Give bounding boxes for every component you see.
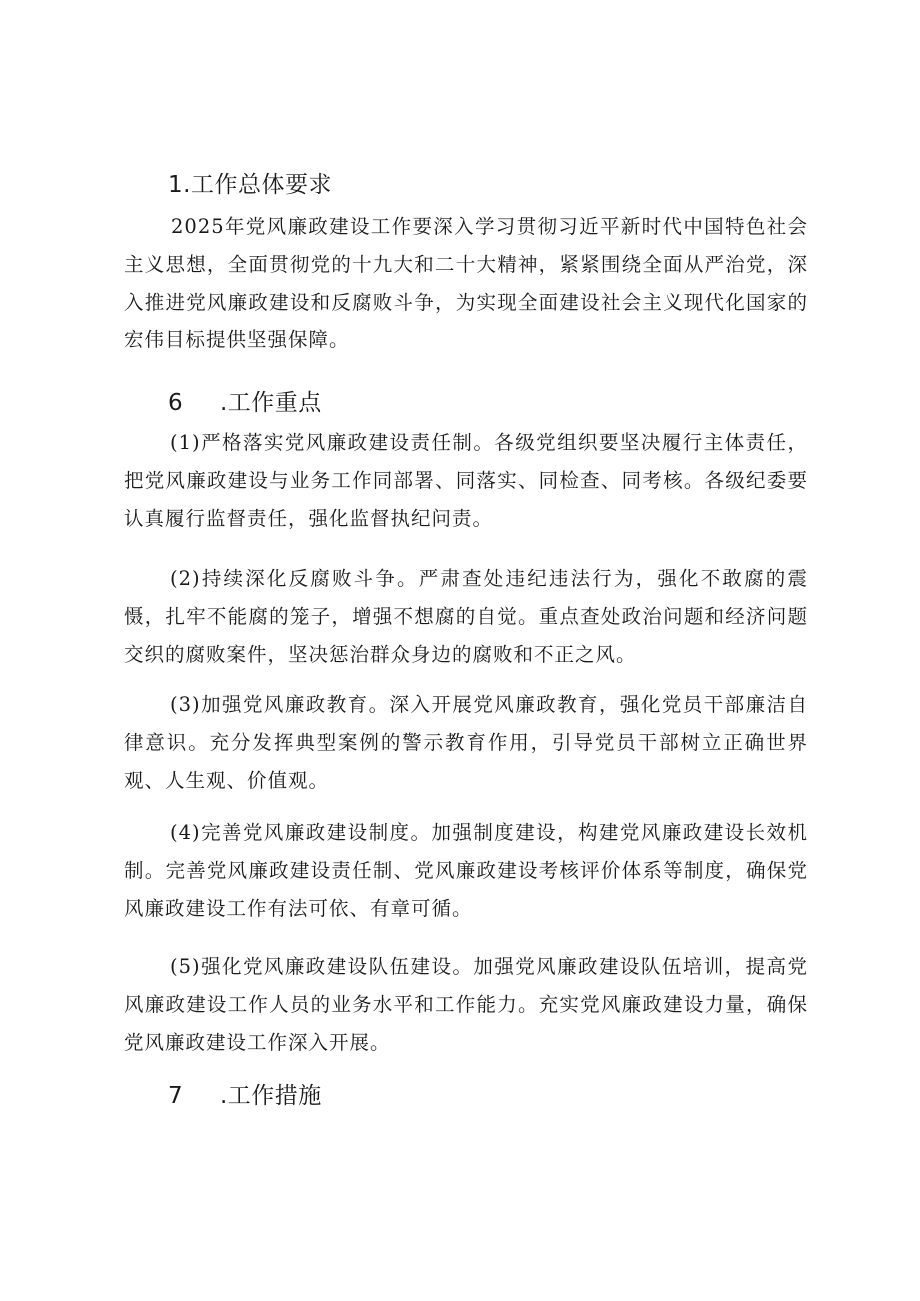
item-text: 强化党风廉政建设队伍建设。加强党风廉政建设队伍培训，提高党风廉政建设工作人员的业务水平和工作能力。充实党风廉政建设力量，确保党风廉政建设工作深入开展。 (124, 955, 808, 1054)
item-text: 持续深化反腐败斗争。严肃查处违纪违法行为，强化不敢腐的震慑，扎牢不能腐的笼子，增强不想腐的自觉。重点查处政治问题和经济问题交织的腐败案件，坚决惩治群众身边的腐败和不正之风。 (124, 567, 808, 666)
paragraph-overall-requirements: 2025年党风廉政建设工作要深入学习贯彻习近平新时代中国特色社会主义思想，全面贯彻党的十九大和二十大精神，紧紧围绕全面从严治党，深入推进党风廉政建设和反腐败斗争，为实现全面建设社会主义现代化国家的宏伟目标提供坚强保障。 (124, 215, 808, 352)
item-number: (4) (170, 821, 201, 844)
section-heading-3 (168, 1081, 322, 1111)
section-number: 7 (168, 1083, 184, 1109)
item-number: (5) (170, 955, 201, 978)
section-number: 6 (168, 390, 184, 416)
list-item-4 (124, 814, 808, 927)
section-heading-2 (168, 388, 322, 418)
list-item-3 (124, 686, 808, 799)
list-item-5 (124, 948, 808, 1061)
item-text: 严格落实党风廉政建设责任制。各级党组织要坚决履行主体责任，把党风廉政建设与业务工作同部署、同落实、同检查、同考核。各级纪委要认真履行监督责任，强化监督执纪问责。 (124, 431, 808, 530)
section-title: 工作总体要求 (190, 172, 332, 198)
list-item-2 (124, 560, 808, 673)
list-item-1 (124, 424, 808, 537)
item-text: 完善党风廉政建设制度。加强制度建设，构建党风廉政建设长效机制。完善党风廉政建设责任制、党风廉政建设考核评价体系等制度，确保党风廉政建设工作有法可依、有章可循。 (124, 821, 808, 920)
section-title: .工作措施 (220, 1083, 322, 1109)
section-title: .工作重点 (220, 390, 322, 416)
item-text: 加强党风廉政教育。深入开展党风廉政教育，强化党员干部廉洁自律意识。充分发挥典型案例的警示教育作用，引导党员干部树立正确世界观、人生观、价值观。 (124, 693, 808, 792)
item-number: (3) (170, 693, 201, 716)
section-heading-1 (168, 170, 332, 200)
item-number: (1) (170, 431, 201, 454)
section-number: 1. (168, 172, 191, 198)
item-number: (2) (170, 567, 201, 590)
